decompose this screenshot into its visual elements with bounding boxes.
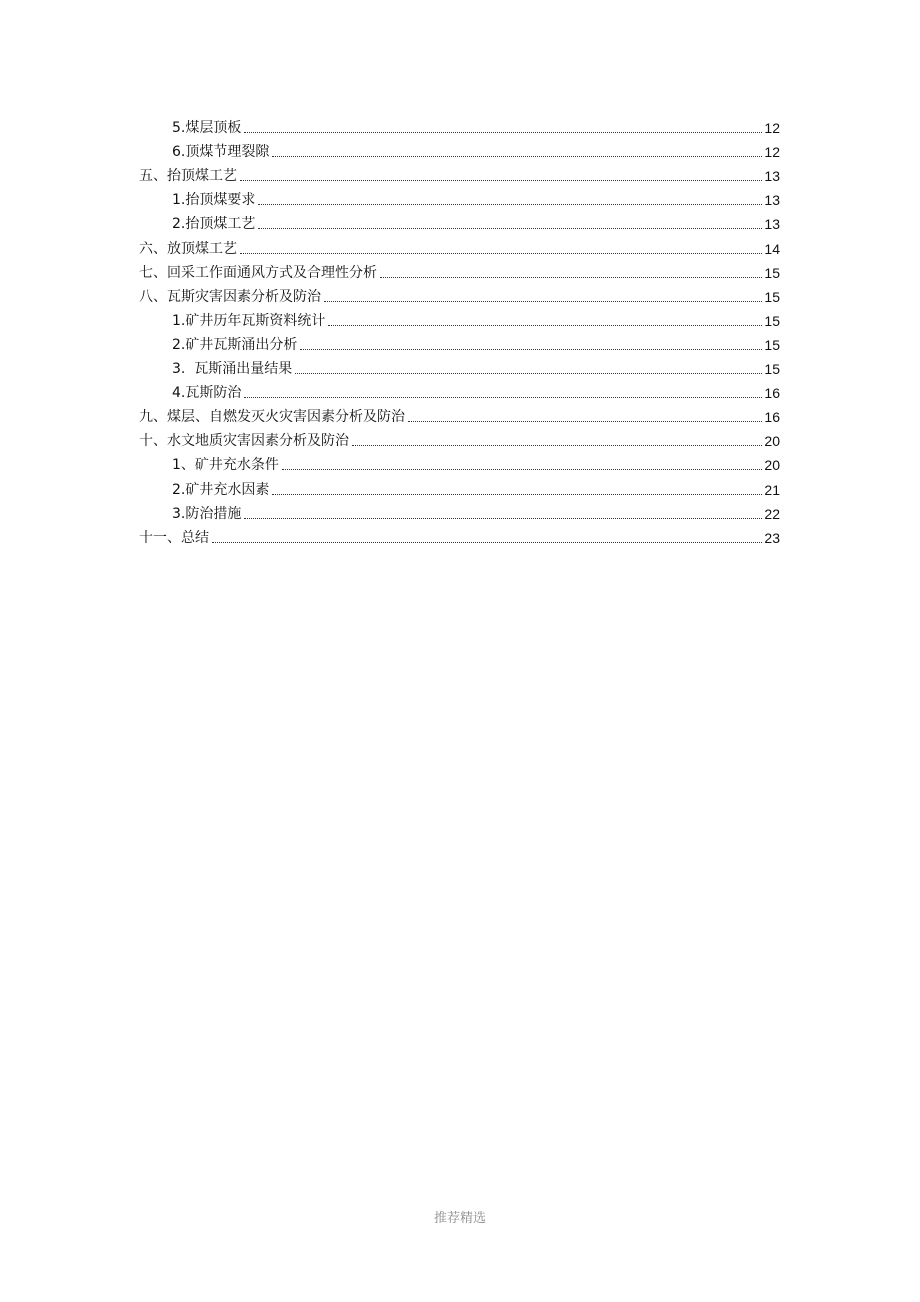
- toc-entry[interactable]: [139, 378, 780, 402]
- toc-entry-page: 16: [764, 385, 780, 402]
- toc-entry-page: 16: [764, 409, 780, 426]
- toc-entry-title: 八、瓦斯灾害因素分析及防治: [139, 288, 321, 305]
- toc-entry-page: 12: [764, 120, 780, 137]
- toc-entry-title: 1.抬顶煤要求: [172, 192, 256, 209]
- toc-entry-page: 15: [764, 361, 780, 378]
- toc-entry[interactable]: [139, 185, 780, 209]
- toc-entry[interactable]: [139, 474, 780, 498]
- toc-entry-title: 七、回采工作面通风方式及合理性分析: [139, 264, 377, 281]
- toc-entry[interactable]: [139, 426, 780, 450]
- toc-entry[interactable]: [139, 161, 780, 185]
- toc-leader-dots: [272, 156, 762, 157]
- toc-leader-dots: [240, 253, 762, 254]
- toc-entry-page: 14: [764, 240, 780, 257]
- toc-entry-title: 6.顶煤节理裂隙: [172, 144, 270, 161]
- toc-entry[interactable]: [139, 499, 780, 523]
- toc-entry[interactable]: [139, 113, 780, 137]
- toc-entry-page: 22: [764, 505, 780, 522]
- toc-entry[interactable]: [139, 209, 780, 233]
- toc-entry-page: 13: [764, 192, 780, 209]
- toc-entry-title: 十一、总结: [139, 529, 209, 546]
- toc-entry-page: 21: [764, 481, 780, 498]
- toc-entry-title: 2.矿井瓦斯涌出分析: [172, 336, 298, 353]
- toc-entry-page: 15: [764, 336, 780, 353]
- toc-entry[interactable]: [139, 282, 780, 306]
- toc-entry[interactable]: [139, 523, 780, 547]
- toc-entry-title: 六、放顶煤工艺: [139, 240, 237, 257]
- toc-entry-page: 23: [764, 529, 780, 546]
- toc-leader-dots: [244, 518, 762, 519]
- toc-entry-title: 5.煤层顶板: [172, 120, 242, 137]
- toc-leader-dots: [328, 325, 762, 326]
- toc-entry-title: 九、煤层、自燃发灭火灾害因素分析及防治: [139, 409, 405, 426]
- toc-entry[interactable]: [139, 354, 780, 378]
- toc-entry[interactable]: [139, 233, 780, 257]
- toc-entry-page: 12: [764, 144, 780, 161]
- toc-entry[interactable]: [139, 450, 780, 474]
- toc-entry-title: 1.矿井历年瓦斯资料统计: [172, 312, 326, 329]
- toc-leader-dots: [295, 373, 762, 374]
- toc-entry-title: 2.抬顶煤工艺: [172, 216, 256, 233]
- toc-entry-title: 3.防治措施: [172, 505, 242, 522]
- toc-leader-dots: [212, 542, 762, 543]
- toc-entry-page: 20: [764, 433, 780, 450]
- toc-entry[interactable]: [139, 402, 780, 426]
- toc-leader-dots: [258, 204, 762, 205]
- toc-entry[interactable]: [139, 137, 780, 161]
- page-footer: 推荐精选: [433, 1211, 486, 1226]
- toc-entry-page: 13: [764, 168, 780, 185]
- toc-entry-page: 15: [764, 288, 780, 305]
- toc-entry-title: 3. 瓦斯涌出量结果: [172, 361, 293, 378]
- toc-leader-dots: [244, 397, 762, 398]
- toc-leader-dots: [272, 494, 762, 495]
- toc-entry[interactable]: [139, 258, 780, 282]
- toc-leader-dots: [300, 349, 762, 350]
- toc-entry-page: 15: [764, 312, 780, 329]
- toc-leader-dots: [352, 445, 762, 446]
- table-of-contents: [139, 113, 780, 547]
- toc-leader-dots: [324, 301, 762, 302]
- toc-leader-dots: [282, 469, 763, 470]
- toc-entry[interactable]: [139, 306, 780, 330]
- toc-leader-dots: [240, 180, 762, 181]
- toc-entry-page: 15: [764, 264, 780, 281]
- toc-leader-dots: [380, 277, 762, 278]
- toc-leader-dots: [258, 228, 762, 229]
- toc-entry-title: 2.矿井充水因素: [172, 481, 270, 498]
- toc-entry-title: 1、矿井充水条件: [172, 457, 279, 474]
- toc-entry-page: 20: [764, 457, 780, 474]
- toc-entry-title: 五、抬顶煤工艺: [139, 168, 237, 185]
- toc-entry-title: 4.瓦斯防治: [172, 385, 242, 402]
- toc-leader-dots: [408, 421, 762, 422]
- toc-leader-dots: [244, 132, 762, 133]
- toc-entry-page: 13: [764, 216, 780, 233]
- toc-entry[interactable]: [139, 330, 780, 354]
- toc-entry-title: 十、水文地质灾害因素分析及防治: [139, 433, 349, 450]
